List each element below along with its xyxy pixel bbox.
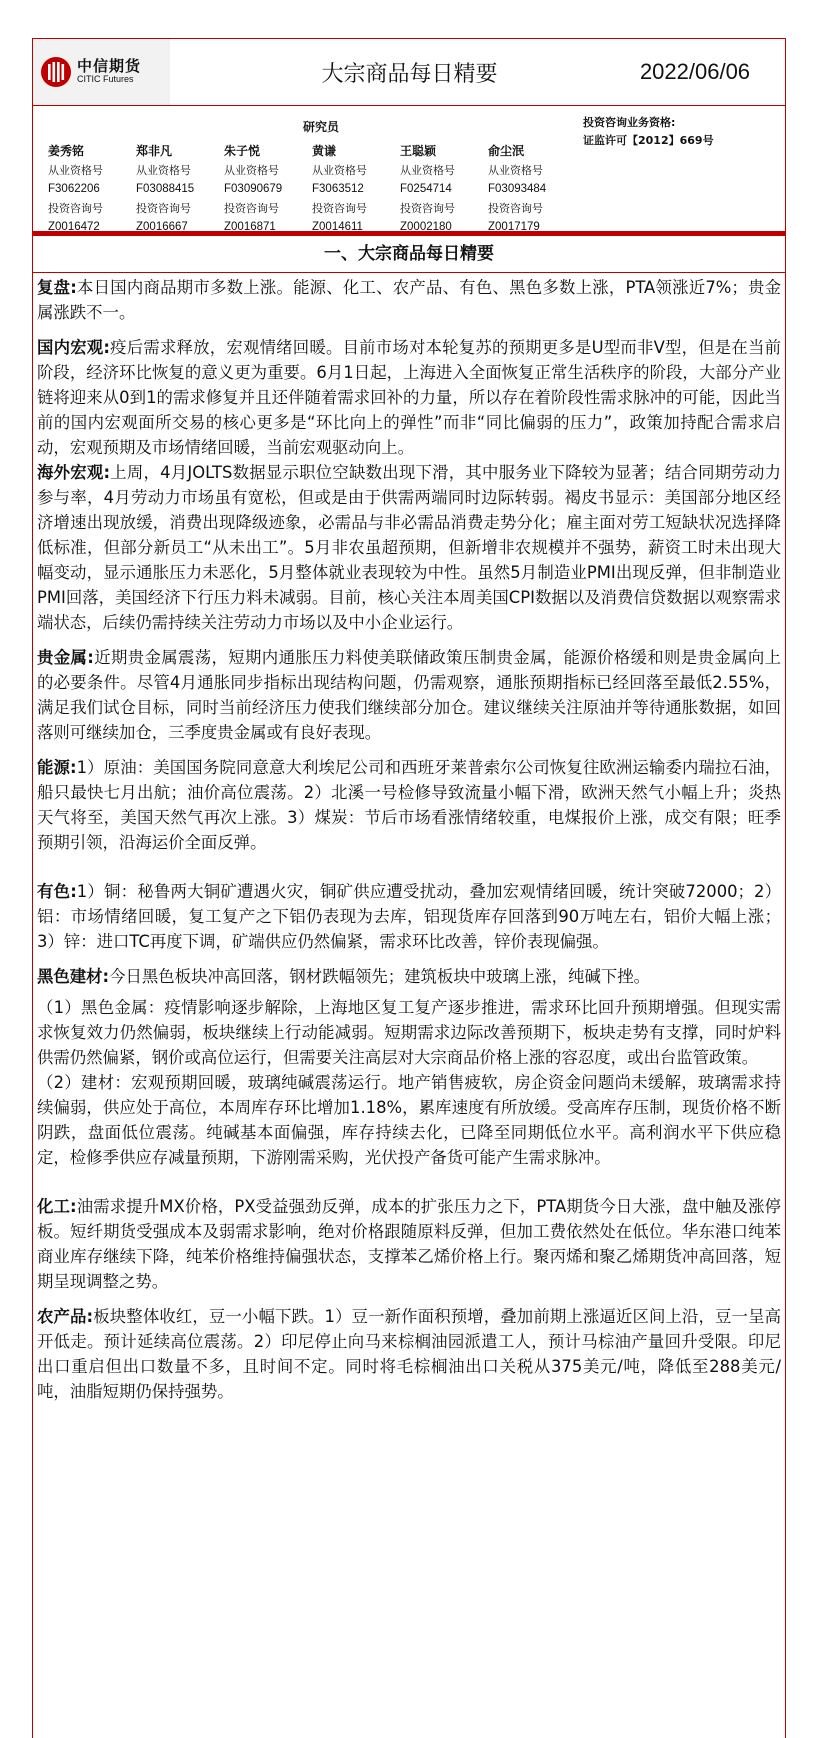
analyst-name: 王聪颖: [400, 144, 437, 158]
paragraph-text: 本日国内商品期市多数上涨。能源、化工、农产品、有色、黑色多数上涨，PTA领涨近7%；贵金属涨跌不一。: [37, 278, 781, 322]
consult-label: 投资咨询号: [48, 202, 103, 215]
license-number: F3062206: [48, 183, 100, 195]
license-label: 从业资格号: [488, 164, 543, 177]
analyst-card: [488, 142, 576, 237]
paragraph-text: 油需求提升MX价格，PX受益强劲反弹，成本的扩张压力之下，PTA期货今日大涨，盘中触及涨停板。短纤期货受强成本及弱需求影响，绝对价格跟随原料反弹，但加工费依然处在低位。华东港口纯苯商业库存继续下降，纯苯价格维持偏强状态，支撑苯乙烯价格上行。聚丙烯和聚乙烯期货冲高回落，短期呈现调整之势。: [37, 1197, 781, 1291]
report-header: [33, 39, 785, 106]
license-label: 从业资格号: [400, 164, 455, 177]
analyst-name: 黄谦: [312, 144, 337, 158]
consult-label: 投资咨询号: [136, 202, 191, 215]
consult-label: 投资咨询号: [312, 202, 367, 215]
paragraph-text: 今日黑色板块冲高回落，钢材跌幅领先；建筑板块中玻璃上涨，纯碱下挫。: [109, 967, 651, 986]
paragraph-nonferrous: [37, 879, 781, 954]
paragraph-ferrous-metals: （1）黑色金属：疫情影响逐步解除，上海地区复工复产逐步推进，需求环比回升预期增强。但现实需求恢复效力仍然偏弱，板块继续上行动能减弱。短期需求边际改善预期下，板块走势有支撑，同时炉料供需仍然偏紧，钢价或高位运行，但需要关注高层对大宗商品价格上涨的容忍度，或出台监管政策。: [37, 998, 781, 1067]
paragraph-label: 能源:: [37, 758, 77, 777]
paragraph-building-materials: （2）建材：宏观预期回暖，玻璃纯碱震荡运行。地产销售疲软，房企资金问题尚未缓解，玻璃需求持续偏弱，供应处于高位，本周库存环比增加1.18%，累库速度有所放缓。受高库存压制，现货价格不断阴跌，盘面低位震荡。纯碱基本面偏强，库存持续去化，已降至同期低位水平。高利润水平下供应稳定，检修季供应存减量预期，下游刚需采购，光伏投产备货可能产生需求脉冲。: [37, 1073, 781, 1167]
section-title: 一、大宗商品每日精要: [33, 236, 785, 273]
consult-label: 投资咨询号: [224, 202, 279, 215]
paragraph-text: 近期贵金属震荡，短期内通胀压力料使美联储政策压制贵金属，能源价格缓和则是贵金属向上的必要条件。尽管4月通胀同步指标出现结构问题，仍需观察，通胀预期指标已经回落至最低2.55%，满足我们试仓目标，同时当前经济压力使我们继续部分加仓。建议继续关注原油并等待通胀数据，如回落则可继续加仓，三季度贵金属或有良好表现。: [37, 648, 781, 742]
paragraph-label: 化工:: [37, 1197, 77, 1216]
brand-logo: [33, 39, 170, 105]
analyst-card: [136, 142, 224, 237]
paragraph-review: [37, 275, 781, 325]
analyst-card: [400, 142, 488, 237]
paragraph-label: 有色:: [37, 882, 77, 901]
paragraph-energy: [37, 755, 781, 855]
report-date: 2022/06/06: [639, 59, 751, 84]
research-team-heading: 研究员: [303, 120, 340, 134]
analyst-card: [48, 142, 136, 237]
consult-number: Z0002180: [400, 221, 452, 233]
report-title: 大宗商品每日精要: [321, 61, 498, 87]
analyst-card: [312, 142, 400, 237]
certificate-info: [583, 114, 714, 150]
analyst-name: 姜秀铭: [48, 144, 85, 158]
license-number: F03090679: [224, 183, 283, 195]
paragraph-text: 1）原油：美国国务院同意意大利埃尼公司和西班牙莱普索尔公司恢复往欧洲运输委内瑞拉石油，船只最快七月出航；油价高位震荡。2）北溪一号检修导致流量小幅下滑，欧洲天然气小幅上升；炎热天气将至，美国天然气再次上涨。3）煤炭：节后市场看涨情绪较重，电煤报价上涨，成交有限；旺季预期引领，沿海运价全面反弹。: [37, 758, 781, 852]
license-number: F3063512: [312, 183, 364, 195]
consult-number: Z0016871: [224, 221, 276, 233]
analyst-name: 朱子悦: [224, 144, 261, 158]
consult-label: 投资咨询号: [488, 202, 543, 215]
analyst-name: 俞尘泯: [488, 144, 525, 158]
paragraph-precious-metals: [37, 645, 781, 745]
license-label: 从业资格号: [224, 164, 279, 177]
license-label: 从业资格号: [312, 164, 367, 177]
paragraph-text: 疫后需求释放，宏观情绪回暖。目前市场对本轮复苏的预期更多是U型而非V型，但是在当前阶段，经济环比恢复的意义更为重要。6月1日起，上海进入全面恢复正常生活秩序的阶段，大部分产业链将迎来从0到1的需求修复并且还伴随着需求回补的力量，所以存在着阶段性需求脉冲的可能，因此当前的国内宏观面所交易的核心更多是“环比向上的弹性”而非“同比偏弱的压力”，政策加持配合需求启动，宏观预期及市场情绪回暖，当前宏观驱动向上。: [37, 338, 781, 457]
logo-chinese-name: 中信期货: [77, 57, 142, 76]
consult-number: Z0014611: [312, 221, 363, 233]
paragraph-label: 黑色建材:: [37, 967, 110, 986]
research-team: [33, 106, 785, 236]
report-frame: [32, 38, 786, 1738]
license-number: F03093484: [488, 183, 547, 195]
logo-english-name: CITIC Futures: [77, 74, 134, 85]
paragraph-label: 农产品:: [37, 1307, 94, 1326]
report-body: [33, 273, 785, 1404]
paragraph-label: 贵金属:: [37, 648, 94, 667]
paragraph-domestic-macro: [37, 335, 781, 460]
analyst-name: 郑非凡: [136, 144, 173, 158]
paragraph-text: 板块整体收红，豆一小幅下跌。1）豆一新作面积预增，叠加前期上涨逼近区间上沿，豆一呈高开低走。预计延续高位震荡。2）印尼停止向马来棕榈油园派遣工人，预计马棕油产量回升受限。印尼出口重启但出口数量不多，且时间不定。同时将毛棕榈油出口关税从375美元/吨，降低至288美元/吨，油脂短期仍保持强势。: [37, 1307, 781, 1401]
consult-number: Z0016472: [48, 221, 100, 233]
paragraph-chemicals: [37, 1194, 781, 1294]
paragraph-text: 1）铜：秘鲁两大铜矿遭遇火灾，铜矿供应遭受扰动，叠加宏观情绪回暖，统计突破72000；2）铝：市场情绪回暖，复工复产之下铝仍表现为去库，铝现货库存回落到90万吨左右，铝价大幅上涨；3）锌：进口TC再度下调，矿端供应仍然偏紧，需求环比改善，锌价表现偏强。: [37, 882, 781, 951]
paragraph-overseas-macro: [37, 460, 781, 635]
certificate-number: 证监许可【2012】669号: [583, 134, 714, 147]
certificate-label: 投资咨询业务资格:: [583, 116, 676, 129]
paragraph-label: 海外宏观:: [37, 463, 111, 482]
paragraph-label: 国内宏观:: [37, 338, 110, 357]
license-label: 从业资格号: [136, 164, 191, 177]
paragraph-agriculture: [37, 1304, 781, 1404]
consult-label: 投资咨询号: [400, 202, 455, 215]
paragraph-label: 复盘:: [37, 278, 77, 297]
license-label: 从业资格号: [48, 164, 103, 177]
license-number: F03088415: [136, 183, 195, 195]
license-number: F0254714: [400, 183, 452, 195]
consult-number: Z0016667: [136, 221, 188, 233]
analyst-card: [224, 142, 312, 237]
consult-number: Z0017179: [488, 221, 540, 233]
paragraph-ferrous: [37, 964, 781, 989]
citic-logo-icon: [39, 55, 73, 89]
paragraph-text: 上周，4月JOLTS数据显示职位空缺数出现下滑，其中服务业下降较为显著；结合同期劳动力参与率，4月劳动力市场虽有宽松，但或是由于供需两端同时边际转弱。褐皮书显示：美国部分地区经济增速出现放缓，消费出现降级迹象，必需品与非必需品消费走势分化；雇主面对劳工短缺状况选择降低标准，但部分新员工“从未出工”。5月非农虽超预期，但新增非农规模并不强势，薪资工时未出现大幅变动，显示通胀压力未恶化，5月整体就业表现较为中性。虽然5月制造业PMI出现反弹，但非制造业PMI回落，美国经济下行压力料未减弱。目前，核心关注本周美国CPI数据以及消费信贷数据以观察需求端状态，后续仍需持续关注劳动力市场以及中小企业运行。: [37, 463, 781, 632]
analyst-list: [48, 142, 576, 237]
